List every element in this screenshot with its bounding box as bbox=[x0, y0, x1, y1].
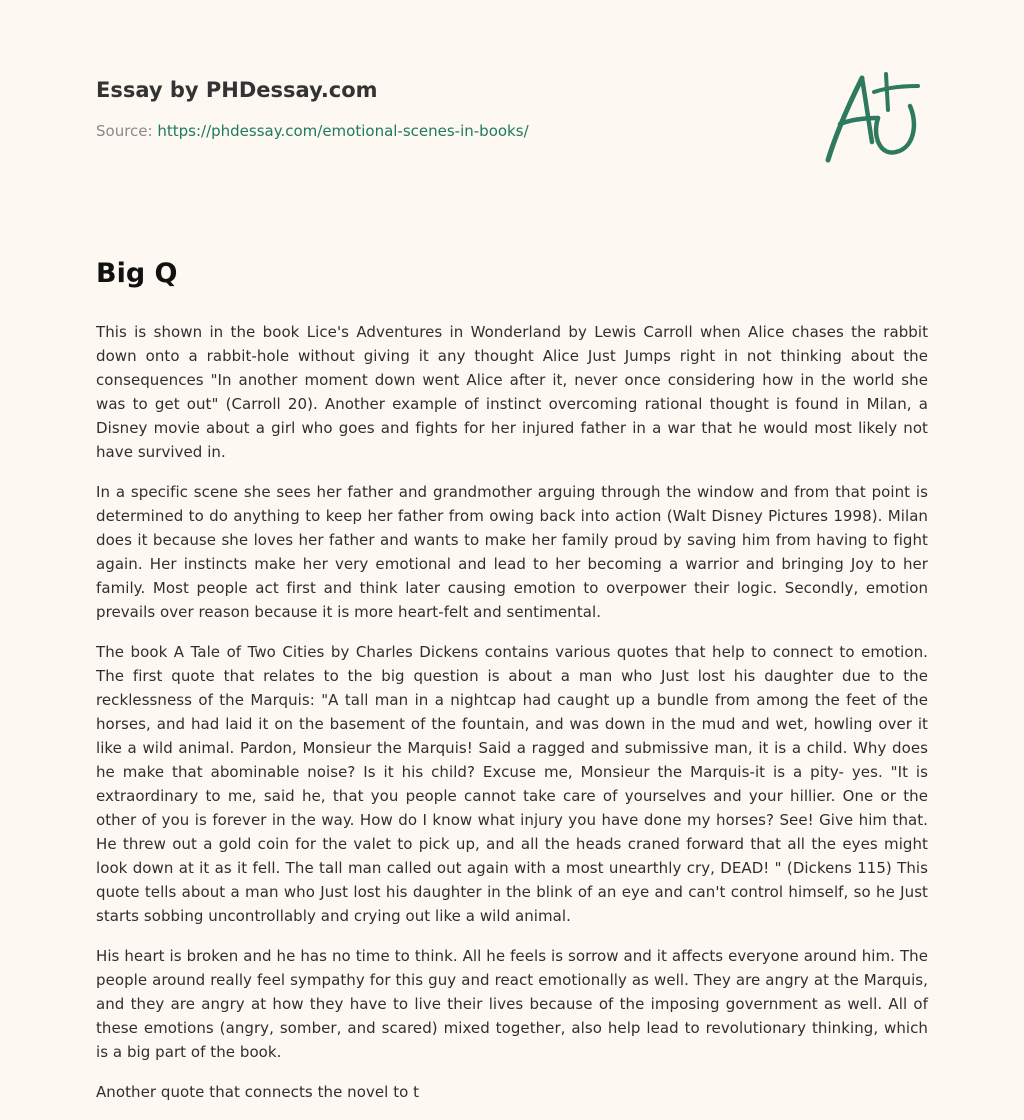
site-title: Essay by PHDessay.com bbox=[96, 78, 378, 102]
essay-paragraph: Another quote that connects the novel to t bbox=[96, 1083, 420, 1101]
essay-content bbox=[96, 256, 928, 1120]
essay-paragraph: His heart is broken and he has no time to think. All he feels is sorrow and it affects everyone around him. The people around really feel sympathy for this guy and react emotionally as well. They are angry at the Marquis, and they are angry at how they have to live their lives because of the imposing government as well. All of these emotions (angry, somber, and scared) mixed together, also help lead to revolutionary thinking, which is a big part of the book. bbox=[96, 947, 928, 1061]
essay-paragraph: The book A Tale of Two Cities by Charles Dickens contains various quotes that help to connect to emotion. The first quote that relates to the big question is about a man who Just lost his daughter due to the recklessness of the Marquis: "A tall man in a nightcap had caught up a bundle from among the feet of the horses, and had laid it on the basement of the fountain, and was down in the mud and wet, howling over it like a wild animal. Pardon, Monsieur the Marquis! Said a ragged and submissive man, it is a child. Why does he make that abominable noise? Is it his child? Excuse me, Monsieur the Marquis-it is a pity- yes. "It is extraordinary to me, said he, that you people cannot take care of yourselves and your hillier. One or the other of you is forever in the way. How do I know what injury you have done my horses? See! Give him that. He threw out a gold coin for the valet to pick up, and all the heads craned forward that all the eyes might look down at it as it fell. The tall man called out again with a most unearthly cry, DEAD! " (Dickens 115) This quote tells about a man who Just lost his daughter in the blink of an eye and can't control himself, so he Just starts sobbing uncontrollably and crying out like a wild animal. bbox=[96, 643, 928, 925]
essay-paragraph: In a specific scene she sees her father and grandmother arguing through the window and from that point is determined to do anything to keep her father from owing back into action (Walt Disney Pictures 1998). Milan does it because she loves her father and wants to make her family proud by saving him from having to fight again. Her instincts make her very emotional and lead to her becoming a warrior and bringing Joy to her family. Most people act first and think later causing emotion to overpower their logic. Secondly, emotion prevails over reason because it is more heart-felt and sentimental. bbox=[96, 483, 928, 621]
source-link[interactable]: https://phdessay.com/emotional-scenes-in-books/ bbox=[157, 122, 529, 140]
page-header bbox=[96, 76, 796, 141]
a-plus-logo-icon bbox=[822, 68, 926, 164]
essay-paragraph: This is shown in the book Lice's Adventures in Wonderland by Lewis Carroll when Alice chases the rabbit down onto a rabbit-hole without giving it any thought Alice Just Jumps right in not thinking about the consequences "In another moment down went Alice after it, never once considering how in the world she was to get out" (Carroll 20). Another example of instinct overcoming rational thought is found in Milan, a Disney movie about a girl who goes and fights for her injured father in a war that he would most likely not have survived in. bbox=[96, 323, 928, 461]
essay-title: Big Q bbox=[96, 258, 178, 289]
source-line bbox=[96, 121, 796, 141]
source-label: Source: bbox=[96, 122, 153, 140]
